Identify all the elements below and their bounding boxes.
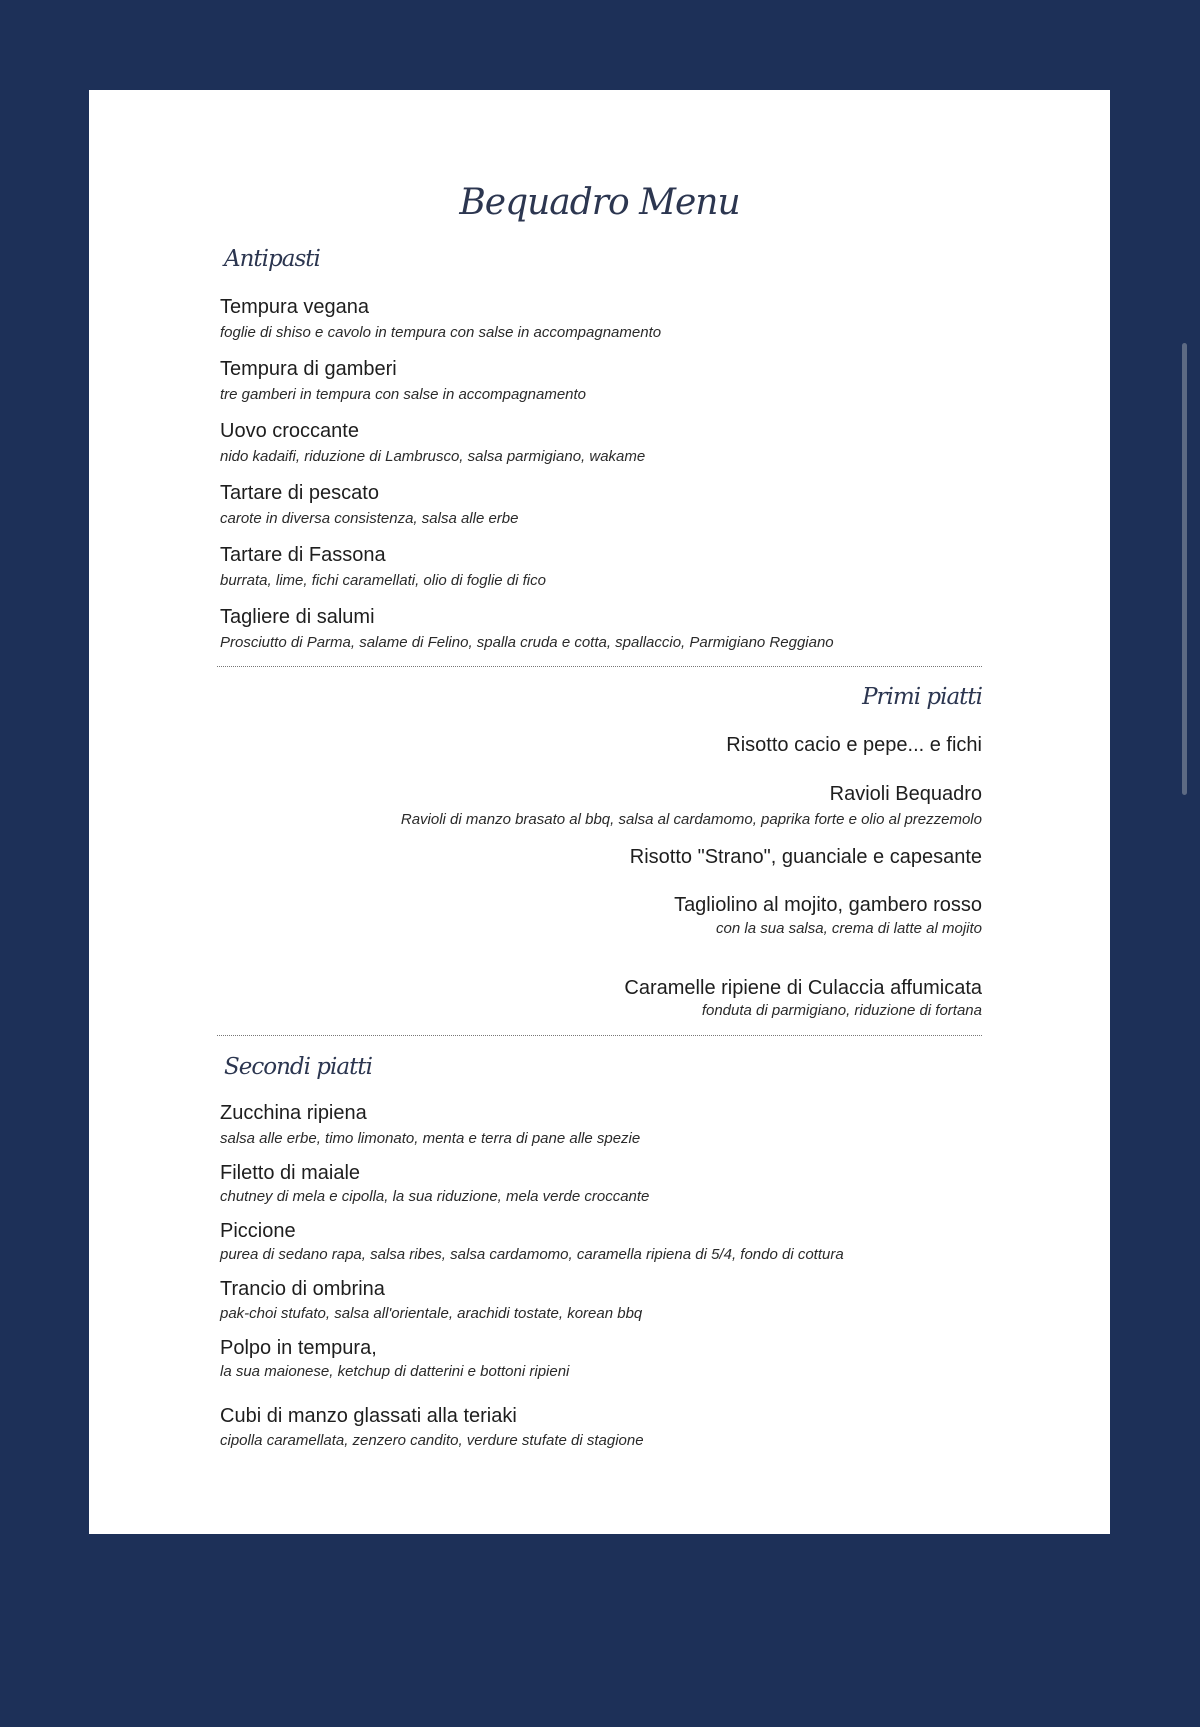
- item-name: Tagliolino al mojito, gambero rosso: [674, 894, 982, 916]
- item-desc: Ravioli di manzo brasato al bbq, salsa al cardamomo, paprika forte e olio al prezzemolo: [400, 811, 982, 828]
- section-heading-antipasti: Antipasti: [224, 246, 320, 272]
- item-desc: salsa alle erbe, timo limonato, menta e terra di pane alle spezie: [220, 1130, 641, 1147]
- item-name: Tempura di gamberi: [220, 358, 397, 380]
- item-desc: fonduta di parmigiano, riduzione di fortana: [701, 1002, 982, 1019]
- section-divider: [217, 666, 982, 667]
- item-desc: pak-choi stufato, salsa all'orientale, arachidi tostate, korean bbq: [220, 1305, 643, 1322]
- item-name: Uovo croccante: [220, 420, 359, 442]
- item-name: Tempura vegana: [220, 296, 369, 318]
- item-desc: cipolla caramellata, zenzero candito, verdure stufate di stagione: [220, 1432, 644, 1449]
- section-divider: [217, 1035, 982, 1036]
- item-name: Cubi di manzo glassati alla teriaki: [220, 1405, 517, 1427]
- item-desc: Prosciutto di Parma, salame di Felino, spalla cruda e cotta, spallaccio, Parmigiano Reggiano: [220, 634, 834, 651]
- item-desc: carote in diversa consistenza, salsa alle erbe: [220, 510, 519, 527]
- scrollbar[interactable]: [1182, 343, 1187, 795]
- item-desc: chutney di mela e cipolla, la sua riduzione, mela verde croccante: [220, 1188, 650, 1205]
- item-name: Risotto cacio e pepe... e fichi: [726, 734, 982, 756]
- item-name: Tartare di Fassona: [220, 544, 386, 566]
- item-name: Polpo in tempura,: [220, 1337, 377, 1359]
- item-name: Trancio di ombrina: [220, 1278, 385, 1300]
- item-name: Filetto di maiale: [220, 1162, 361, 1184]
- section-heading-primi: Primi piatti: [862, 684, 982, 710]
- item-name: Caramelle ripiene di Culaccia affumicata: [624, 977, 982, 999]
- item-name: Zucchina ripiena: [220, 1102, 367, 1124]
- item-desc: nido kadaifi, riduzione di Lambrusco, salsa parmigiano, wakame: [220, 448, 646, 465]
- item-desc: burrata, lime, fichi caramellati, olio di foglie di fico: [220, 572, 546, 589]
- section-heading-secondi: Secondi piatti: [224, 1054, 372, 1080]
- item-desc: tre gamberi in tempura con salse in accompagnamento: [220, 386, 587, 403]
- item-desc: purea di sedano rapa, salsa ribes, salsa cardamomo, caramella ripiena di 5/4, fondo di cottura: [220, 1246, 844, 1263]
- item-name: Tagliere di salumi: [220, 606, 375, 628]
- item-name: Risotto "Strano", guanciale e capesante: [629, 846, 982, 868]
- item-desc: foglie di shiso e cavolo in tempura con salse in accompagnamento: [220, 324, 662, 341]
- menu-page: [89, 90, 1110, 1534]
- item-name: Ravioli Bequadro: [829, 783, 982, 805]
- item-desc: con la sua salsa, crema di latte al mojito: [716, 920, 982, 937]
- menu-title: Bequadro Menu: [459, 182, 740, 223]
- item-name: Piccione: [220, 1220, 296, 1242]
- item-name: Tartare di pescato: [220, 482, 379, 504]
- item-desc: la sua maionese, ketchup di datterini e bottoni ripieni: [220, 1363, 570, 1380]
